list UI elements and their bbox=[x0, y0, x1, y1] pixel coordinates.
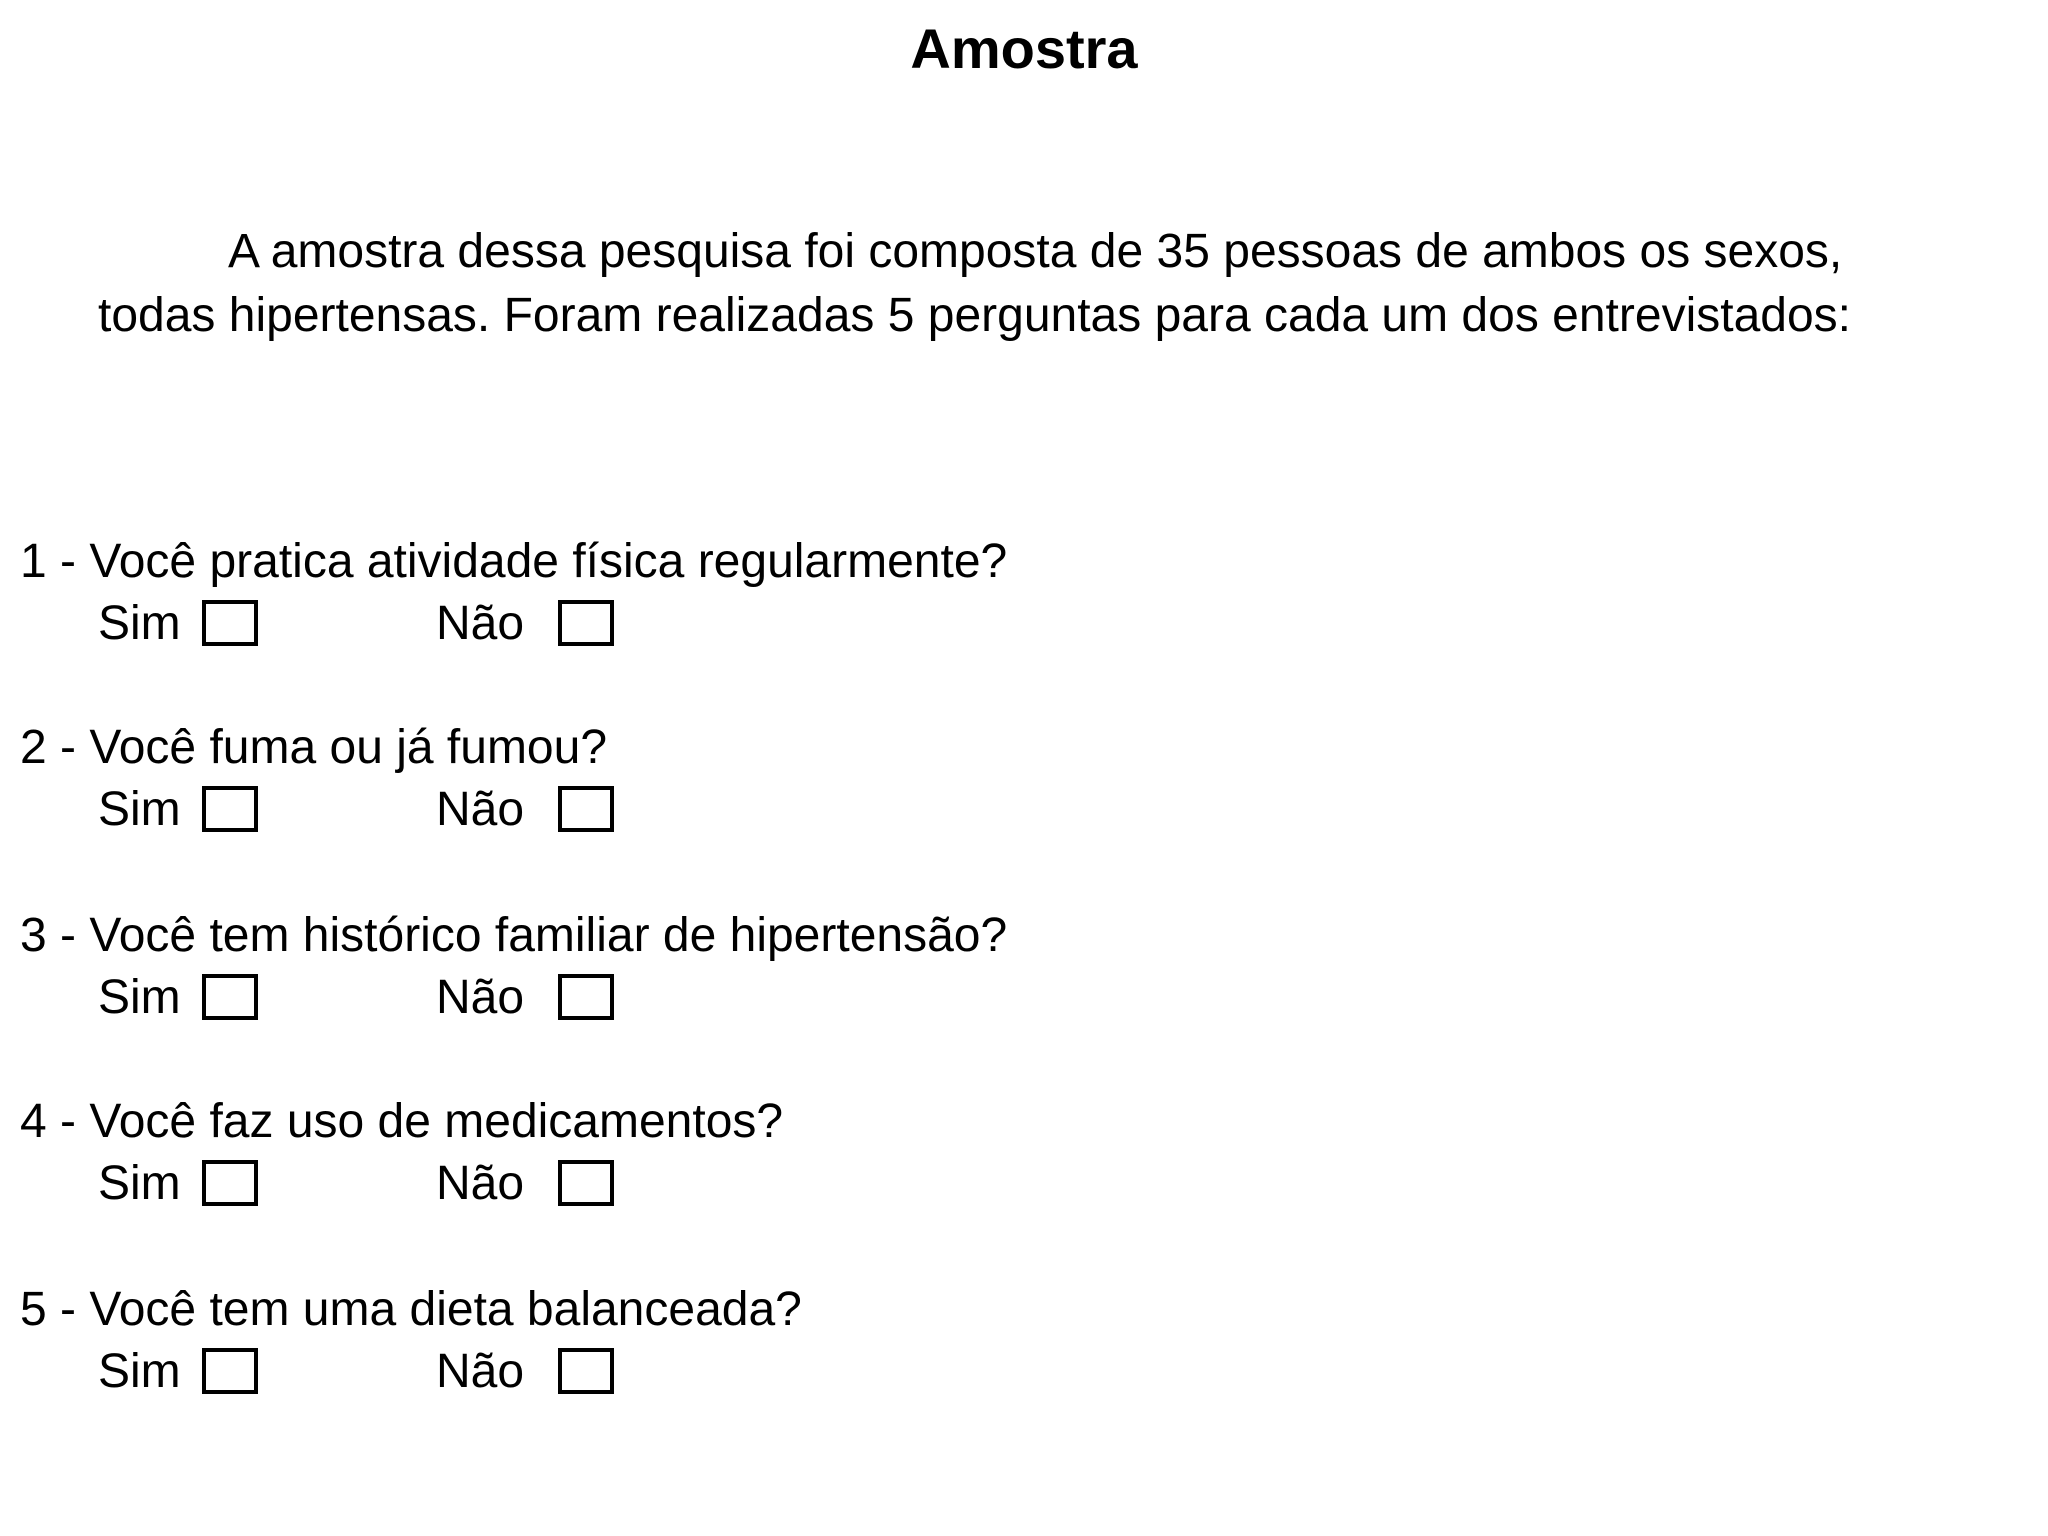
question-1 bbox=[20, 532, 1620, 656]
question-5 bbox=[20, 1280, 1620, 1404]
question-1-yes-checkbox[interactable] bbox=[202, 600, 258, 646]
question-1-yes-label: Sim bbox=[98, 597, 181, 650]
question-3-no-label: Não bbox=[436, 971, 525, 1024]
intro-line-2: todas hipertensas. Foram realizadas 5 perguntas para cada um dos entrevistados: bbox=[98, 289, 1851, 342]
question-5-yes-checkbox[interactable] bbox=[202, 1348, 258, 1394]
question-2-text: 2 - Você fuma ou já fumou? bbox=[20, 721, 608, 774]
question-1-text: 1 - Você pratica atividade física regularmente? bbox=[20, 535, 1008, 588]
question-5-no-checkbox[interactable] bbox=[558, 1348, 614, 1394]
intro-line-1: A amostra dessa pesquisa foi composta de 35 pessoas de ambos os sexos, bbox=[228, 225, 1843, 278]
question-4-text: 4 - Você faz uso de medicamentos? bbox=[20, 1095, 784, 1148]
page-title: Amostra bbox=[910, 17, 1138, 80]
question-4-no-label: Não bbox=[436, 1157, 525, 1210]
question-4-yes-checkbox[interactable] bbox=[202, 1160, 258, 1206]
question-1-no-checkbox[interactable] bbox=[558, 600, 614, 646]
intro-paragraph bbox=[98, 220, 1998, 348]
question-2-no-checkbox[interactable] bbox=[558, 786, 614, 832]
question-5-yes-label: Sim bbox=[98, 1345, 181, 1398]
question-2 bbox=[20, 718, 1620, 842]
question-4-no-checkbox[interactable] bbox=[558, 1160, 614, 1206]
question-4-options bbox=[20, 1152, 1620, 1216]
question-3-text: 3 - Você tem histórico familiar de hipertensão? bbox=[20, 909, 1008, 962]
question-4 bbox=[20, 1092, 1620, 1216]
question-2-options bbox=[20, 778, 1620, 842]
question-4-yes-label: Sim bbox=[98, 1157, 181, 1210]
question-3-yes-label: Sim bbox=[98, 971, 181, 1024]
question-1-no-label: Não bbox=[436, 597, 525, 650]
question-1-options bbox=[20, 592, 1620, 656]
question-2-yes-label: Sim bbox=[98, 783, 181, 836]
question-3-options bbox=[20, 966, 1620, 1030]
question-3-yes-checkbox[interactable] bbox=[202, 974, 258, 1020]
question-3 bbox=[20, 906, 1620, 1030]
question-2-no-label: Não bbox=[436, 783, 525, 836]
question-5-options bbox=[20, 1340, 1620, 1404]
question-3-no-checkbox[interactable] bbox=[558, 974, 614, 1020]
question-5-text: 5 - Você tem uma dieta balanceada? bbox=[20, 1283, 802, 1336]
question-2-yes-checkbox[interactable] bbox=[202, 786, 258, 832]
question-5-no-label: Não bbox=[436, 1345, 525, 1398]
